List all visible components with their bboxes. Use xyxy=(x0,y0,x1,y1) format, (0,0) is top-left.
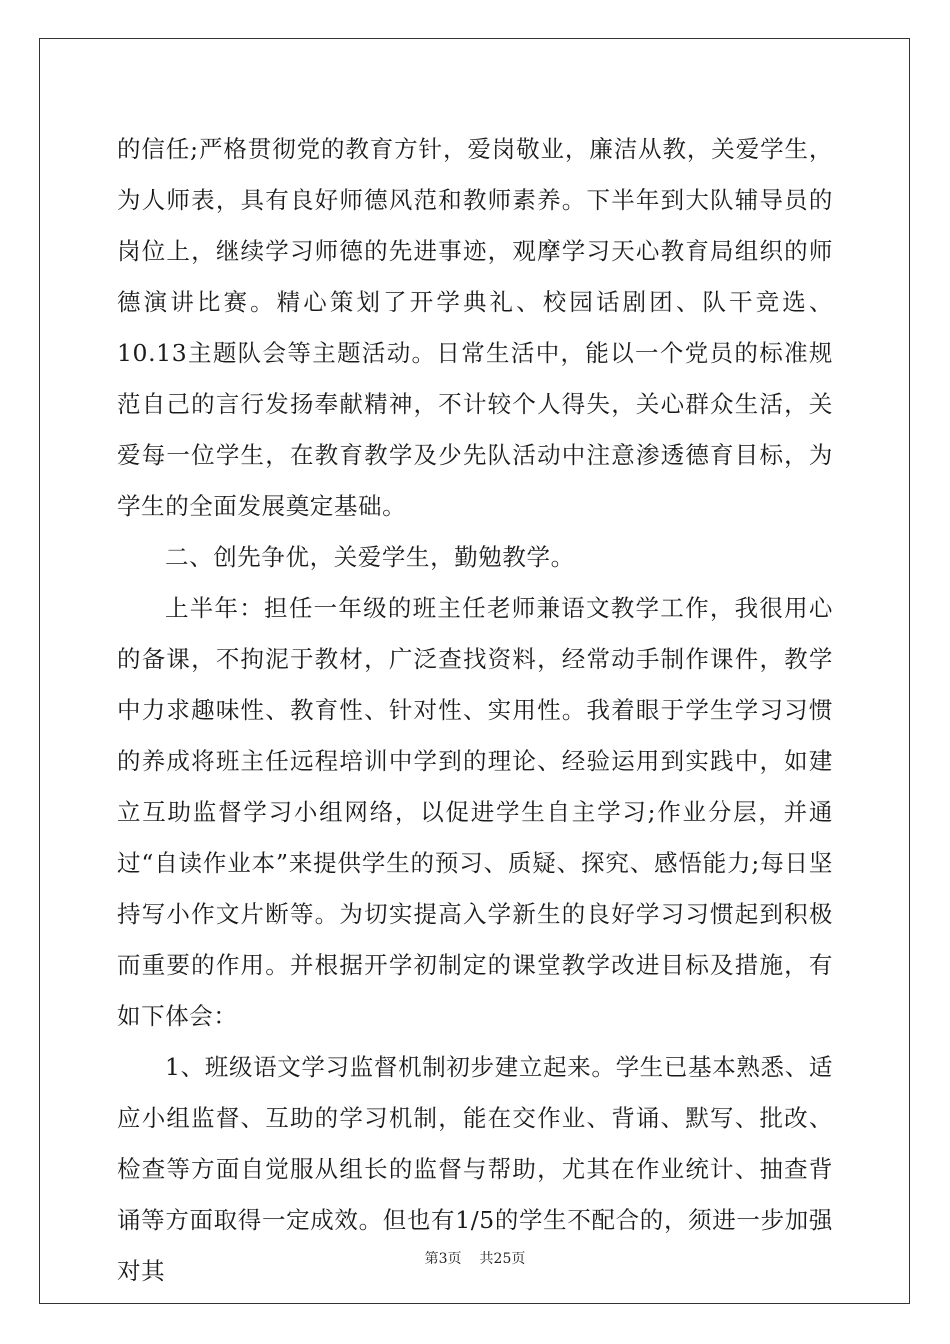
page-total: 共25页 xyxy=(479,1251,526,1267)
section-heading: 二、创先争优，关爱学生，勤勉教学。 xyxy=(165,543,575,571)
document-body xyxy=(117,124,833,1297)
paragraph-2: 上半年：担任一年级的班主任老师兼语文教学工作，我很用心的备课，不拘泥于教材，广泛查找资料，经常动手制作课件，教学中力求趣味性、教育性、针对性、实用性。我着眼于学生学习习惯的养成将班主任远程培训中学到的理论、经验运用到实践中，如建立互助监督学习小组网络，以促进学生自主学习;作业分层，并通过“自读作业本”来提供学生的预习、质疑、探究、感悟能力;每日坚持写小作文片断等。为切实提高入学新生的良好学习习惯起到积极而重要的作用。并根据开学初制定的课堂教学改进目标及措施，有如下体会： xyxy=(117,594,833,1030)
paragraph-1: 的信任;严格贯彻党的教育方针，爱岗敬业，廉洁从教，关爱学生，为人师表，具有良好师德风范和教师素养。下半年到大队辅导员的岗位上，继续学习师德的先进事迹，观摩学习天心教育局组织的师德演讲比赛。精心策划了开学典礼、校园话剧团、队干竞选、10.13主题队会等主题活动。日常生活中，能以一个党员的标准规范自己的言行发扬奉献精神，不计较个人得失，关心群众生活，关爱每一位学生，在教育教学及少先队活动中注意渗透德育目标，为学生的全面发展奠定基础。 xyxy=(117,135,833,520)
paragraph-3: 1、班级语文学习监督机制初步建立起来。学生已基本熟悉、适应小组监督、互助的学习机制，能在交作业、背诵、默写、批改、检查等方面自觉服从组长的监督与帮助，尤其在作业统计、抽查背诵等方面取得一定成效。但也有1/5的学生不配合的，须进一步加强对其 xyxy=(117,1053,833,1285)
page-number: 第3页 xyxy=(424,1251,462,1267)
page-footer xyxy=(0,1248,950,1268)
